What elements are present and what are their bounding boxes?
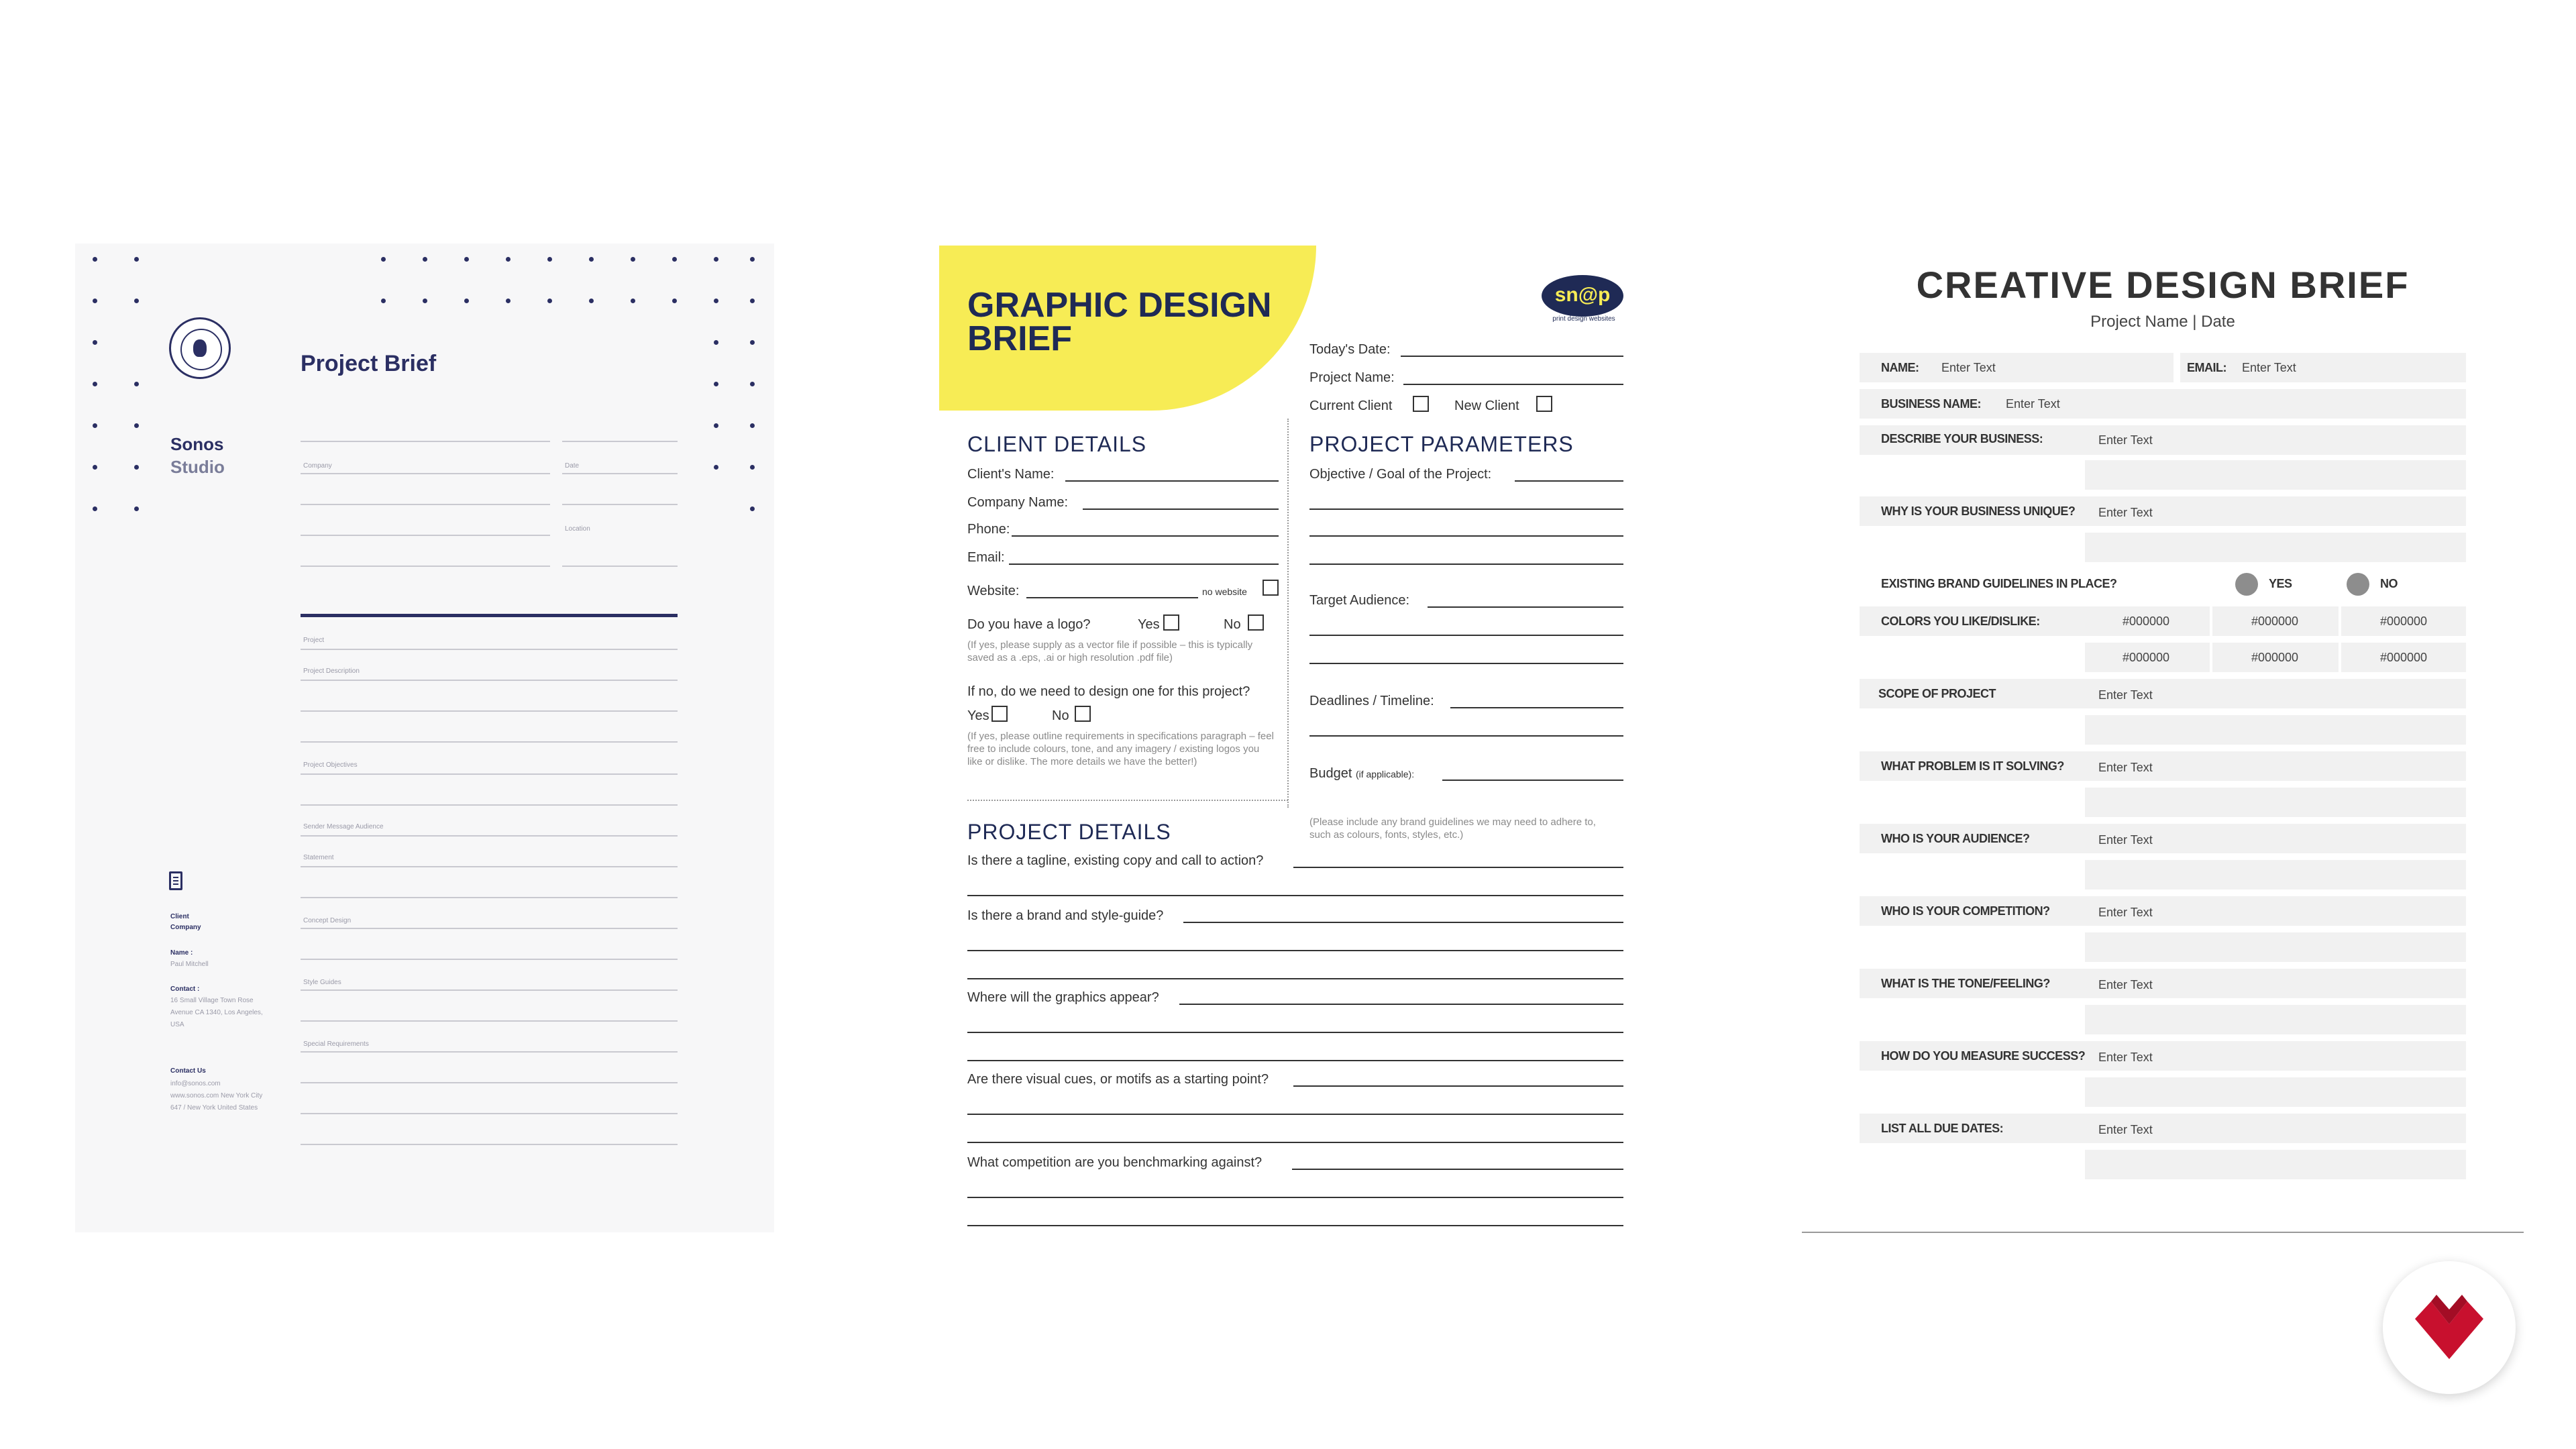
sonos-seal-logo [169,317,231,379]
audience-input[interactable]: Enter Text [2098,833,2153,847]
decor-dot [631,299,635,303]
success-label: HOW DO YOU MEASURE SUCCESS? [1881,1049,2086,1063]
describe-label: DESCRIBE YOUR BUSINESS: [1881,432,2043,445]
color-hex-input[interactable]: #000000 [2122,614,2170,628]
target-audience-field[interactable] [1428,606,1623,608]
form-line [301,504,550,505]
document-icon [169,871,182,890]
yes-radio[interactable] [2235,573,2258,596]
describe-input[interactable]: Enter Text [2098,433,2153,447]
project-details-heading: PROJECT DETAILS [967,820,1171,844]
form-line [301,535,550,536]
objective-label: Objective / Goal of the Project: [1309,467,1492,482]
tone-row-2 [2085,1005,2466,1034]
design-note: (If yes, please outline requirements in specifications paragraph – feel free to include colours, tone, and any imagery / existing logos you like or dislike. The more details we have the better!) [967,731,1274,767]
budget-note: (if applicable): [1355,769,1415,780]
budget-field[interactable] [1442,780,1623,781]
creative-design-brief-page [1802,246,2524,1234]
decor-dot [423,299,427,303]
clients-name-label: Client's Name: [967,467,1055,482]
deadlines-label: Deadlines / Timeline: [1309,694,1434,708]
contact-label: Contact : [170,985,200,993]
budget-label [1309,766,1414,782]
decor-dot [589,257,594,262]
logo-note: (If yes, please supply as a vector file if possible – this is typically saved as a .eps, .ai or high resolution .pdf file) [967,639,1253,663]
decor-dot [93,340,97,345]
answer-field[interactable] [967,895,1623,896]
current-client-checkbox[interactable] [1413,396,1429,412]
decor-dot [506,257,511,262]
dates-label: LIST ALL DUE DATES: [1881,1122,2004,1135]
tone-input[interactable]: Enter Text [2098,978,2153,991]
logo-no-label: No [1224,617,1241,632]
new-client-label: New Client [1454,398,1519,413]
company-heading: Company [170,924,201,931]
decor-dot [134,299,139,303]
decor-dot [93,465,97,470]
success-input[interactable]: Enter Text [2098,1051,2153,1064]
answer-field[interactable] [967,1032,1623,1033]
question-tagline: Is there a tagline, existing copy and call to action? [967,853,1264,868]
form-line [301,959,678,960]
brand-logo-icon [2415,1295,2483,1359]
graphic-design-brief-page [939,246,1637,1234]
form-line [562,441,678,442]
snap-logo: sn@p [1542,275,1623,317]
email-label: EMAIL: [2187,361,2226,374]
brand-line-1: Sonos [170,434,224,454]
form-line [301,773,678,775]
website-field[interactable] [1026,597,1198,598]
project-name-field[interactable] [1403,384,1623,385]
form-line [301,804,678,806]
name-label: Name : [170,949,193,957]
decor-dot [750,340,755,345]
form-line [301,680,678,681]
colors-label: COLORS YOU LIKE/DISLIKE: [1881,614,2040,628]
form-line [562,566,678,567]
special-requirements-label: Special Requirements [303,1040,369,1048]
page-title: GRAPHIC DESIGN BRIEF [967,286,1272,358]
decor-dot [134,465,139,470]
decor-dot [93,257,97,262]
form-line [301,897,678,898]
project-label: Project [303,637,325,644]
no-website-label: no website [1202,586,1247,597]
column-divider [1287,419,1289,808]
decor-dot [381,299,386,303]
decor-dot [464,299,469,303]
unique-row-2 [2085,533,2466,562]
problem-label: WHAT PROBLEM IS IT SOLVING? [1881,759,2064,773]
competition-label: WHO IS YOUR COMPETITION? [1881,904,2050,918]
decor-dot [714,382,718,386]
page-subtitle: Project Name | Date [2090,313,2235,331]
problem-row-2 [2085,788,2466,817]
scope-row-2 [2085,715,2466,745]
question-brand-guide: Is there a brand and style-guide? [967,908,1164,923]
brand-badge[interactable] [2383,1261,2516,1394]
logo-question: Do you have a logo? [967,617,1091,632]
form-line [301,710,678,712]
contact-us-heading: Contact Us [170,1067,206,1075]
color-hex-input[interactable]: #000000 [2379,651,2428,664]
new-client-checkbox[interactable] [1536,396,1552,412]
answer-field[interactable] [967,1114,1623,1115]
form-line [301,473,550,474]
objective-field-line[interactable] [1309,564,1623,565]
success-row-2 [2085,1077,2466,1107]
decor-dot [750,257,755,262]
target-audience-field-line[interactable] [1309,635,1623,636]
decor-dot [750,299,755,303]
concept-design-label: Concept Design [303,917,352,924]
decor-dot [631,257,635,262]
page-title: Project Brief [301,351,437,376]
email-input[interactable]: Enter Text [2242,361,2296,374]
answer-field[interactable] [1293,1085,1623,1087]
project-description-label: Project Description [303,667,360,675]
brand-line-2: Studio [170,457,225,477]
problem-input[interactable]: Enter Text [2098,761,2153,774]
design-no-label: No [1052,708,1069,723]
form-line [301,741,678,743]
decor-dot [93,382,97,386]
guidelines-note: (Please include any brand guidelines we may need to adhere to, such as colours, fonts, styles, etc.) [1309,816,1596,841]
statement-label: Statement [303,854,334,861]
company-name-field[interactable] [1083,508,1279,510]
budget-text: Budget [1309,766,1352,781]
answer-field[interactable] [1183,922,1623,923]
decor-dot [134,382,139,386]
form-line [562,473,678,474]
no-website-checkbox[interactable] [1263,580,1279,596]
answer-field[interactable] [967,978,1623,979]
contact-value: 16 Small Village Town Rose Avenue CA 1340, Los Angeles, USA [170,997,263,1028]
no-label: NO [2380,577,2398,590]
audience-label: WHO IS YOUR AUDIENCE? [1881,832,2030,845]
name-label: NAME: [1881,361,1919,374]
decor-dot [714,340,718,345]
competition-input[interactable]: Enter Text [2098,906,2153,919]
decor-dot [750,382,755,386]
form-line [301,566,550,567]
color-hex-input[interactable]: #000000 [2379,614,2428,628]
form-line [301,866,678,867]
decor-dot [464,257,469,262]
deadlines-field[interactable] [1450,707,1623,708]
deadlines-field-line[interactable] [1309,735,1623,737]
answer-field[interactable] [967,1060,1623,1061]
clients-name-field[interactable] [1065,480,1279,482]
logo-yes-checkbox[interactable] [1163,614,1179,631]
email-label: Email: [967,550,1005,565]
question-competition: What competition are you benchmarking against? [967,1155,1263,1170]
decor-dot [93,423,97,428]
answer-field[interactable] [967,1142,1623,1143]
target-audience-label: Target Audience: [1309,593,1409,608]
decor-dot [672,299,677,303]
website-label: Website: [967,584,1020,598]
client-details-heading: CLIENT DETAILS [967,432,1147,456]
objective-field-line[interactable] [1309,508,1623,510]
form-line [301,1051,678,1053]
page-title: CREATIVE DESIGN BRIEF [1916,264,2410,306]
unique-input[interactable]: Enter Text [2098,506,2153,519]
decor-dot [547,257,552,262]
section-rule [301,614,678,617]
objective-field-line[interactable] [1309,535,1623,537]
form-line [301,1144,678,1145]
form-line [301,1113,678,1114]
design-no-checkbox[interactable] [1075,706,1091,722]
project-parameters-heading: PROJECT PARAMETERS [1309,432,1574,456]
company-name-label: Company Name: [967,495,1069,510]
decor-dot [589,299,594,303]
objective-field[interactable] [1515,480,1623,482]
form-line [301,1020,678,1022]
decor-dot [547,299,552,303]
sonos-project-brief-page [75,244,774,1232]
question-graphics-appear: Where will the graphics appear? [967,990,1159,1005]
page-bottom-rule [1802,1232,2524,1233]
answer-field[interactable] [1179,1004,1623,1005]
date-label: Date [565,462,580,470]
form-line [301,989,678,991]
project-objectives-label: Project Objectives [303,761,358,769]
yes-label: YES [2269,577,2292,590]
decor-dot [714,299,718,303]
email-field[interactable] [1009,564,1279,565]
decor-dot [506,299,511,303]
describe-row-2 [2085,460,2466,490]
decor-dot [714,423,718,428]
decor-dot [423,257,427,262]
logo-no-checkbox[interactable] [1248,614,1264,631]
color-hex-input[interactable]: #000000 [2251,651,2299,664]
decor-dot [750,506,755,511]
name-input[interactable]: Enter Text [1941,361,1996,374]
form-line [301,1082,678,1083]
phone-label: Phone: [967,522,1010,537]
phone-field[interactable] [1012,535,1279,537]
decor-dot [93,506,97,511]
section-divider [967,800,1288,801]
dates-row-2 [2085,1150,2466,1179]
sender-message-audience-label: Sender Message Audience [303,823,384,830]
answer-field[interactable] [967,1197,1623,1198]
tone-label: WHAT IS THE TONE/FEELING? [1881,977,2050,990]
design-yes-label: Yes [967,708,989,723]
decor-dot [714,257,718,262]
design-yes-checkbox[interactable] [991,706,1008,722]
scope-input[interactable]: Enter Text [2098,688,2153,702]
client-heading: Client [170,913,189,920]
form-line [301,649,678,650]
decor-dot [714,465,718,470]
location-label: Location [565,525,590,533]
unique-label: WHY IS YOUR BUSINESS UNIQUE? [1881,504,2076,518]
answer-field[interactable] [967,1225,1623,1226]
audience-row-2 [2085,860,2466,890]
design-question: If no, do we need to design one for this project? [967,684,1250,699]
form-line [301,441,550,442]
color-hex-input[interactable]: #000000 [2122,651,2170,664]
decor-dot [134,257,139,262]
company-label: Company [303,462,332,470]
contact-us-value: info@sonos.com www.sonos.com New York City 647 / New York United States [170,1080,263,1112]
form-line [301,928,678,929]
no-radio[interactable] [2347,573,2369,596]
answer-field[interactable] [1293,867,1623,868]
decor-dot [750,465,755,470]
decor-dot [93,299,97,303]
project-name-label: Project Name: [1309,370,1395,385]
todays-date-field[interactable] [1401,356,1623,357]
form-line [562,504,678,505]
answer-field[interactable] [1292,1169,1623,1170]
scope-label: SCOPE OF PROJECT [1878,687,1996,700]
decor-dot [134,423,139,428]
business-name-label: BUSINESS NAME: [1881,397,1982,411]
decor-dot [672,257,677,262]
decor-dot [750,423,755,428]
todays-date-label: Today's Date: [1309,342,1391,357]
color-hex-input[interactable]: #000000 [2251,614,2299,628]
decor-dot [381,257,386,262]
dates-input[interactable]: Enter Text [2098,1123,2153,1136]
decor-dot [134,506,139,511]
competition-row-2 [2085,932,2466,962]
guidelines-label: EXISTING BRAND GUIDELINES IN PLACE? [1881,577,2117,590]
business-name-input[interactable]: Enter Text [2006,397,2060,411]
target-audience-field-line[interactable] [1309,663,1623,664]
brand-name [170,433,225,478]
logo-tagline: print design websites [1552,315,1615,323]
logo-yes-label: Yes [1138,617,1160,632]
style-guides-label: Style Guides [303,979,341,986]
current-client-label: Current Client [1309,398,1393,413]
name-value: Paul Mitchell [170,961,209,968]
form-line [301,835,678,837]
answer-field[interactable] [967,950,1623,951]
question-visual-cues: Are there visual cues, or motifs as a starting point? [967,1072,1269,1087]
